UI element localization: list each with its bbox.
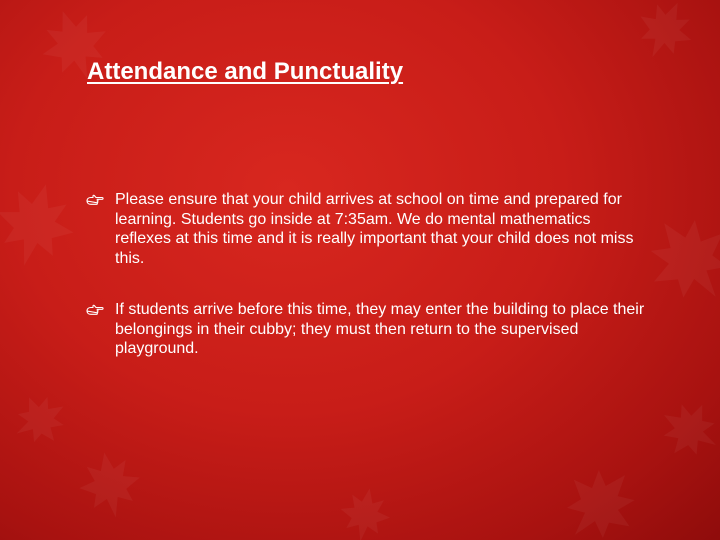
hand-bullet-icon [86, 194, 104, 206]
bullet-item-early-arrival [86, 300, 646, 359]
slide-title: Attendance and Punctuality [87, 58, 404, 85]
bullet-text: If students arrive before this time, they may enter the building to place their belongings in their cubby; they must then return to the supervised playground. [115, 301, 645, 357]
hand-bullet-icon [86, 304, 104, 316]
bullet-item-arrival [86, 190, 646, 268]
bullet-text: Please ensure that your child arrives at school on time and prepared for learning. Students go inside at 7:35am. We do mental mathematics reflexes at this time and it is really important that your child does not miss this. [115, 191, 634, 267]
bullet-list [86, 190, 646, 391]
